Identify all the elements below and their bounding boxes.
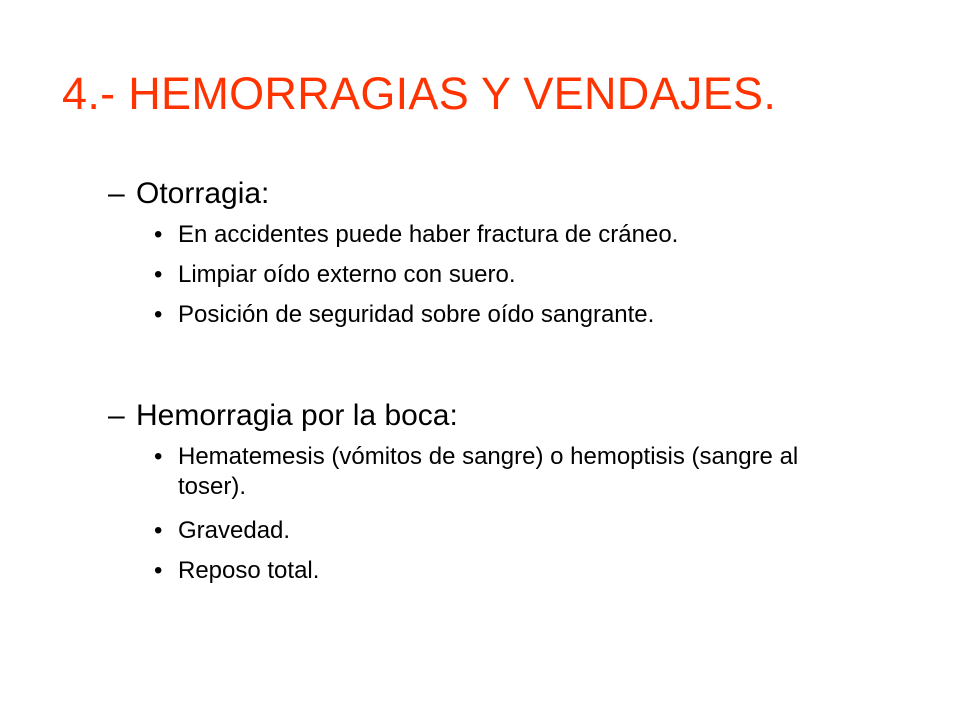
section-heading: [108, 392, 928, 440]
bullet-text: Reposo total.: [178, 557, 320, 584]
section-heading-text: Otorragia:: [136, 177, 270, 210]
bullet-text: Limpiar oído externo con suero.: [178, 261, 516, 288]
section-heading: [108, 170, 928, 218]
bullet-list: [108, 220, 928, 330]
bullet-dot: •: [154, 517, 163, 544]
bullet-item: [108, 442, 858, 502]
section-otorragia: [108, 170, 928, 392]
bullet-dot: •: [154, 443, 163, 470]
slide-title: 4.- HEMORRAGIAS Y VENDAJES.: [62, 68, 777, 119]
dash-marker: –: [108, 177, 125, 210]
bullet-list: [108, 442, 928, 586]
bullet-text: En accidentes puede haber fractura de cráneo.: [178, 221, 679, 248]
bullet-text: Posición de seguridad sobre oído sangrante.: [178, 301, 655, 328]
bullet-text: Hematemesis (vómitos de sangre) o hemoptisis (sangre al toser).: [178, 443, 799, 500]
bullet-item: [108, 556, 858, 586]
bullet-dot: •: [154, 261, 163, 288]
section-hemorragia-boca: [108, 392, 928, 586]
slide-content: [108, 170, 928, 596]
bullet-item: [108, 260, 858, 290]
section-heading-text: Hemorragia por la boca:: [136, 399, 458, 432]
bullet-item: [108, 516, 858, 546]
bullet-dot: •: [154, 301, 163, 328]
bullet-item: [108, 300, 858, 330]
bullet-dot: •: [154, 557, 163, 584]
dash-marker: –: [108, 399, 125, 432]
bullet-item: [108, 220, 858, 250]
bullet-text: Gravedad.: [178, 517, 291, 544]
bullet-dot: •: [154, 221, 163, 248]
